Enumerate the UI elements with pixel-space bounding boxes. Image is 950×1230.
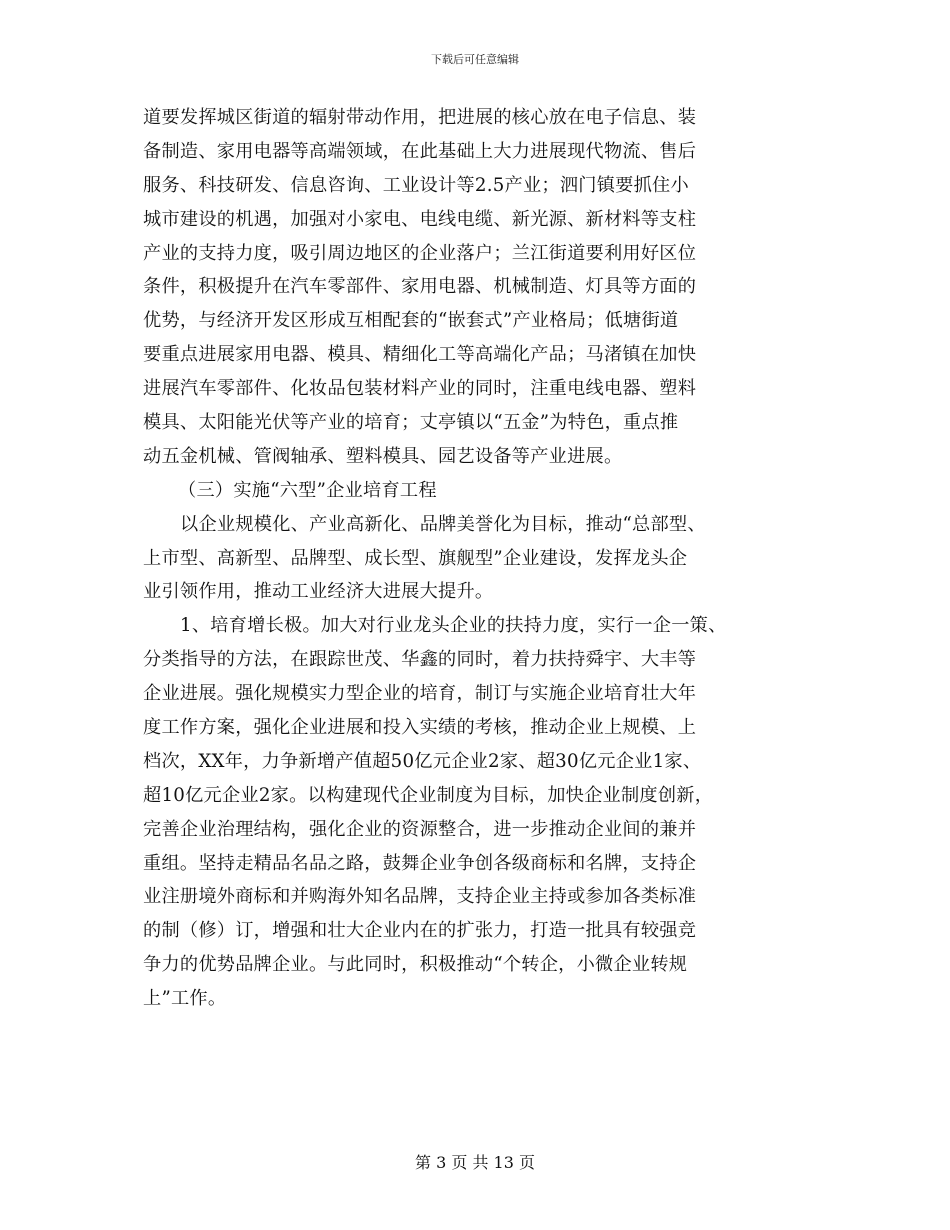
text-line: 档次，XX年，力争新增产值超50亿元企业2家、超30亿元企业1家、 xyxy=(143,750,702,772)
text-line: 城市建设的机遇，加强对小家电、电线电缆、新光源、新材料等支柱 xyxy=(143,208,697,230)
text-line: 的制（修）订，增强和壮大企业内在的扩张力，打造一批具有较强竞 xyxy=(143,920,697,942)
text-line: 业引领作用，推动工业经济大进展大提升。 xyxy=(143,581,494,603)
text-line: 以企业规模化、产业高新化、品牌美誉化为目标，推动“总部型、 xyxy=(180,513,706,535)
text-line: 模具、太阳能光伏等产业的培育；丈亭镇以“五金”为特色，重点推 xyxy=(143,412,679,434)
text-line: 上市型、高新型、品牌型、成长型、旗舰型”企业建设，发挥龙头企 xyxy=(143,547,688,569)
text-line: 重组。坚持走精品名品之路，鼓舞企业争创各级商标和名牌，支持企 xyxy=(143,852,697,874)
text-line: 条件，积极提升在汽车零部件、家用电器、机械制造、灯具等方面的 xyxy=(143,276,697,298)
text-line: 备制造、家用电器等高端领域，在此基础上大力进展现代物流、售后 xyxy=(143,140,697,162)
text-line: 超10亿元企业2家。以构建现代企业制度为目标，加快企业制度创新， xyxy=(143,784,714,806)
text-line: 进展汽车零部件、化妆品包装材料产业的同时，注重电线电器、塑料 xyxy=(143,378,697,400)
text-line: 争力的优势品牌企业。与此同时，积极推动“个转企，小微企业转规 xyxy=(143,954,688,976)
text-line: 优势，与经济开发区形成互相配套的“嵌套式”产业格局；低塘街道 xyxy=(143,310,679,332)
text-line: 业注册境外商标和并购海外知名品牌，支持企业主持或参加各类标准 xyxy=(143,886,697,908)
text-line: 分类指导的方法，在跟踪世茂、华鑫的同时，着力扶持舜宇、大丰等 xyxy=(143,649,697,671)
text-line: 道要发挥城区街道的辐射带动作用，把进展的核心放在电子信息、装 xyxy=(143,107,697,128)
page-number-footer: 第 3 页 共 13 页 xyxy=(415,1153,535,1172)
text-line: 完善企业治理结构，强化企业的资源整合，进一步推动企业间的兼并 xyxy=(143,818,697,840)
text-line: 上”工作。 xyxy=(143,988,227,1010)
text-line: 企业进展。强化规模实力型企业的培育，制订与实施企业培育壮大年 xyxy=(143,683,697,705)
text-line: 服务、科技研发、信息咨询、工业设计等2.5产业；泗门镇要抓住小 xyxy=(143,174,689,196)
page-header-note: 下载后可任意编辑 xyxy=(431,53,519,66)
document-body xyxy=(143,101,833,1016)
text-line: 1、培育增长极。加大对行业龙头企业的扶持力度，实行一企一策、 xyxy=(180,615,727,637)
text-line: 动五金机械、管阀轴承、塑料模具、园艺设备等产业进展。 xyxy=(143,445,623,467)
text-line: 度工作方案，强化企业进展和投入实绩的考核，推动企业上规模、上 xyxy=(143,717,697,739)
text-line: 产业的支持力度，吸引周边地区的企业落户；兰江街道要利用好区位 xyxy=(143,242,697,264)
section-heading: （三）实施“六型”企业培育工程 xyxy=(178,479,437,501)
text-line: 要重点进展家用电器、模具、精细化工等高端化产品；马渚镇在加快 xyxy=(143,344,697,366)
